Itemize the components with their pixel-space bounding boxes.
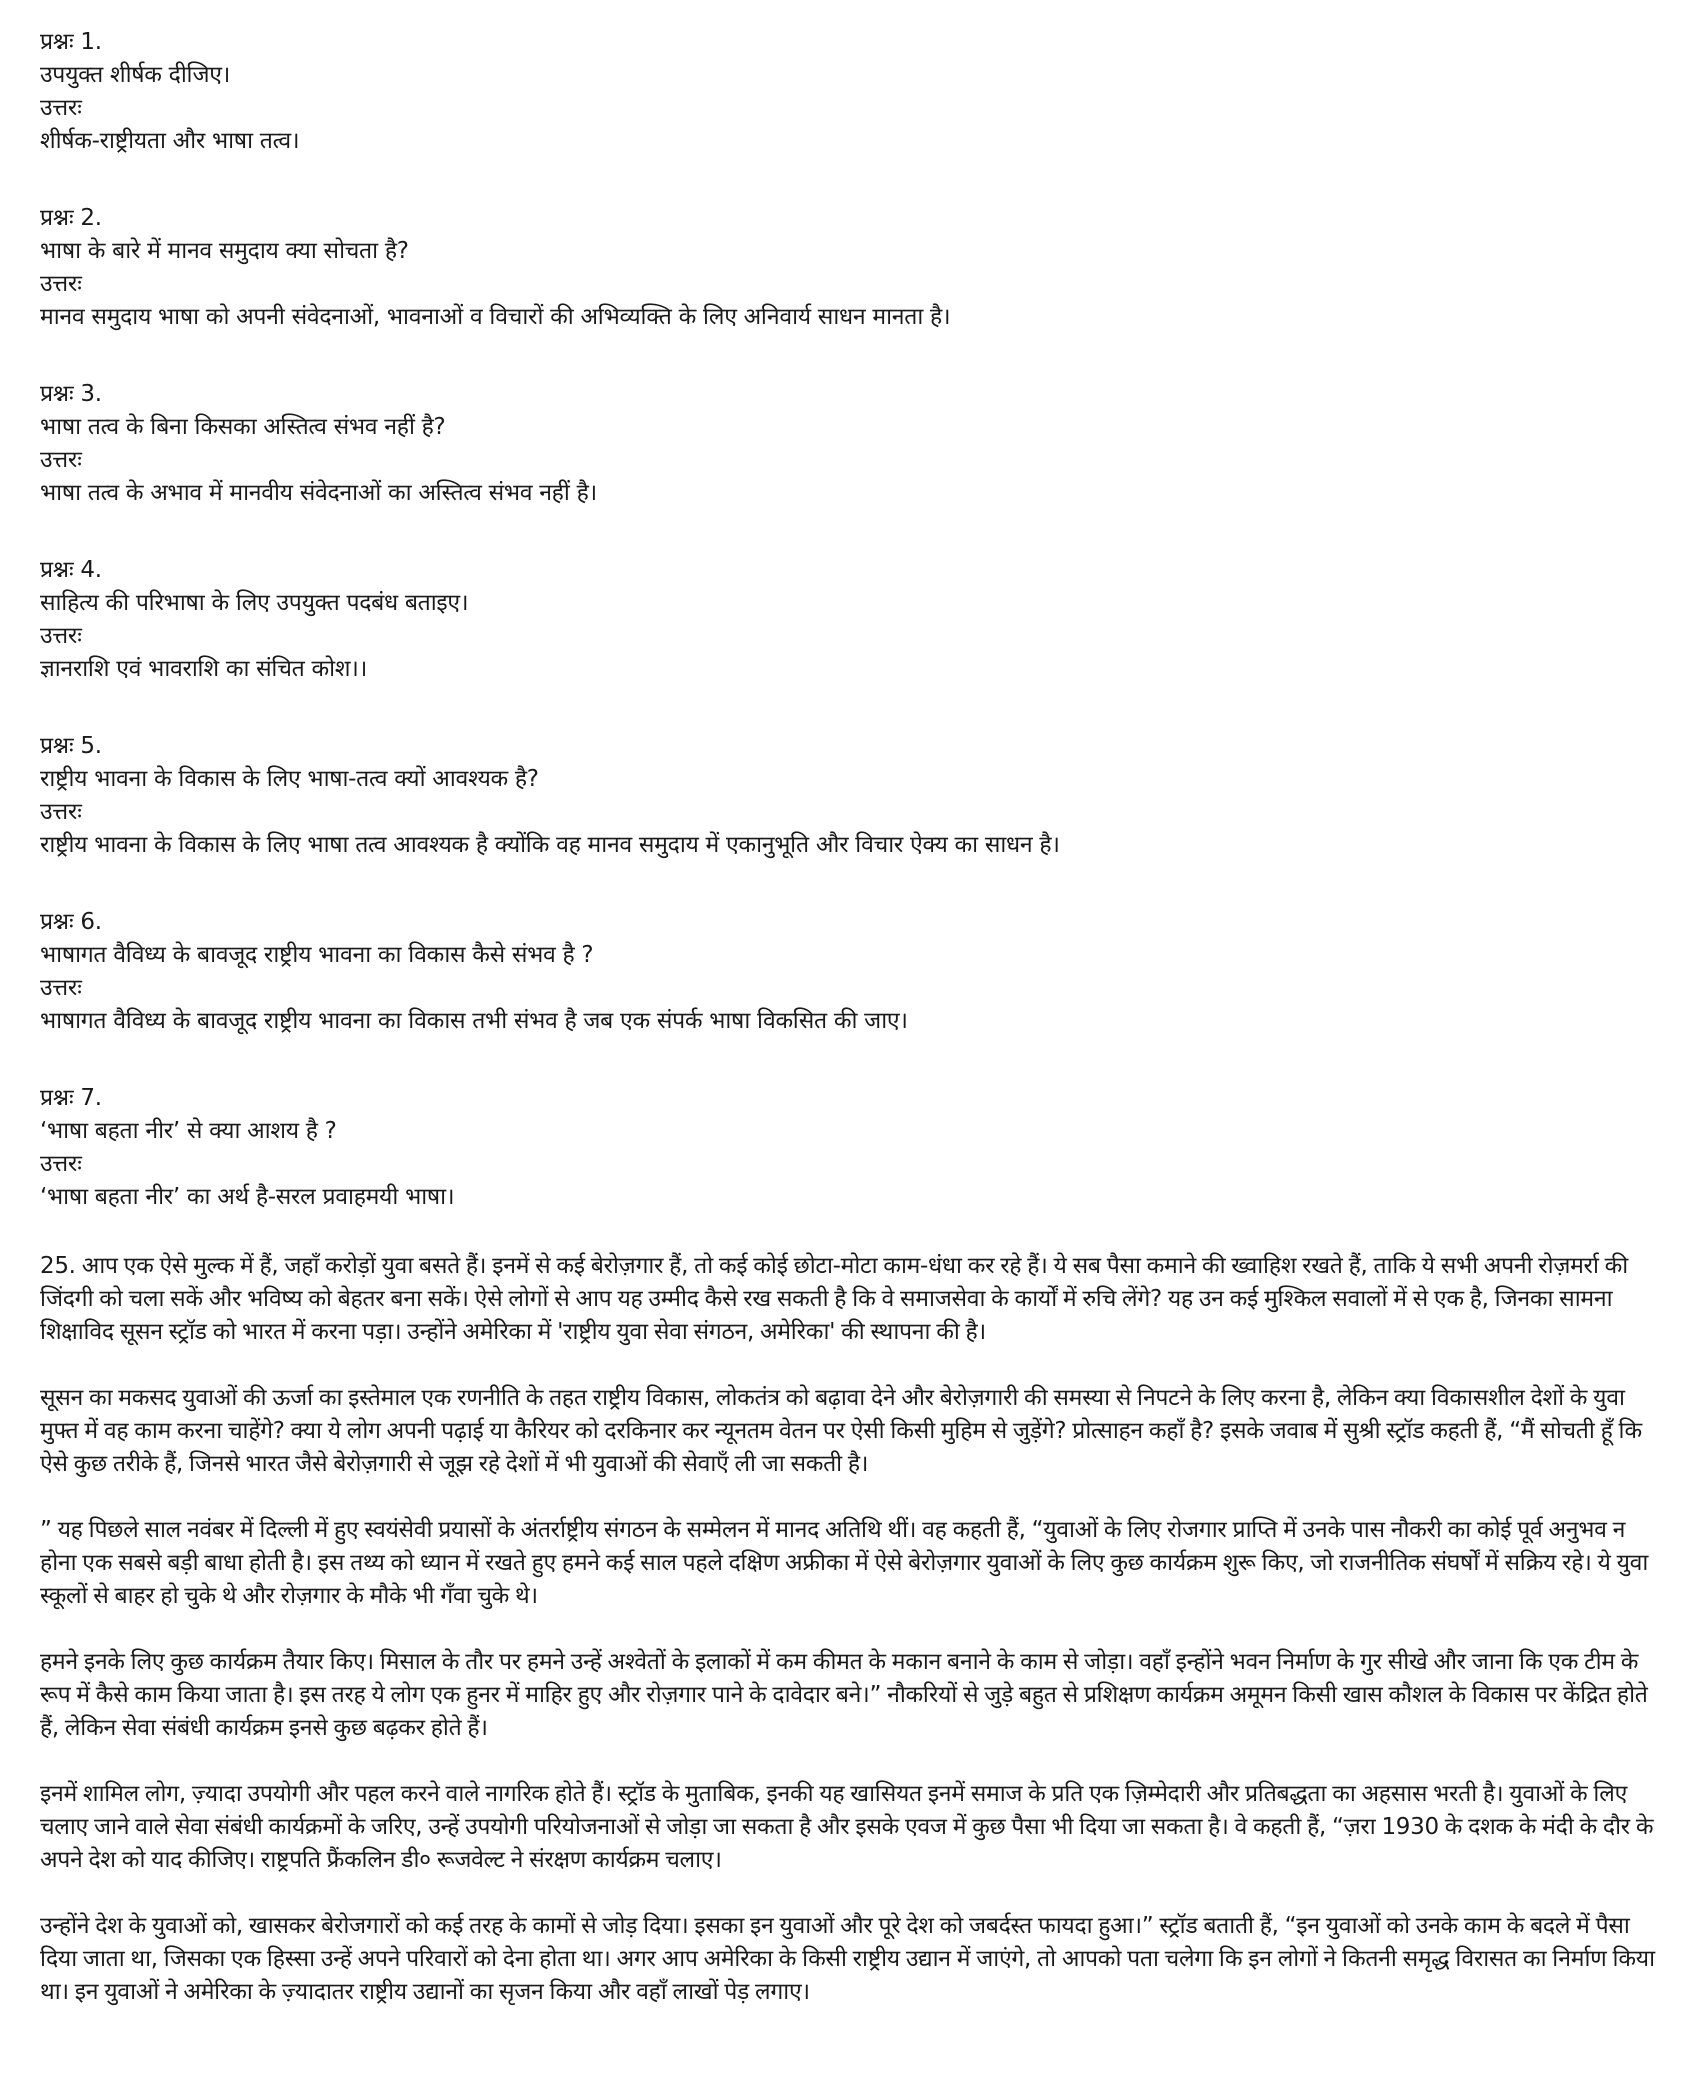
question-label: प्रश्नः 1.	[40, 29, 102, 55]
answer-text: राष्ट्रीय भावना के विकास के लिए भाषा तत्व आवश्यक है क्योंकि वह मानव समुदाय में एकानुभूति और विचार ऐक्य का साधन है।	[40, 832, 1060, 858]
question-label: प्रश्नः 4.	[40, 557, 102, 583]
answer-text: मानव समुदाय भाषा को अपनी संवेदनाओं, भावनाओं व विचारों की अभिव्यक्ति के लिए अनिवार्य साधन मानता है।	[40, 304, 951, 330]
question-text: भाषा के बारे में मानव समुदाय क्या सोचता है?	[40, 238, 409, 264]
qa-block-6	[40, 906, 1660, 1038]
question-text: साहित्य की परिभाषा के लिए उपयुक्त पदबंध बताइए।	[40, 590, 469, 616]
answer-text: शीर्षक-राष्ट्रीयता और भाषा तत्व।	[40, 128, 300, 154]
passage-paragraph: ” यह पिछले साल नवंबर में दिल्ली में हुए स्वयंसेवी प्रयासों के अंतर्राष्ट्रीय संगठन के सम्मेलन में मानद अतिथि थीं। वह कहती हैं, “युवाओं के लिए रोजगार प्राप्ति में उनके पास नौकरी का कोई पूर्व अनुभव न होना एक सबसे बड़ी बाधा होती है। इस तथ्य को ध्यान में रखते हुए हमने कई साल पहले दक्षिण अफ्रीका में ऐसे बेरोज़गार युवाओं के लिए कुछ कार्यक्रम शुरू किए, जो राजनीतिक संघर्षों में सक्रिय रहे। ये युवा स्कूलों से बाहर हो चुके थे और रोज़गार के मौके भी गँवा चुके थे।	[40, 1517, 1649, 1609]
qa-block-4	[40, 554, 1660, 686]
question-label: प्रश्नः 3.	[40, 381, 102, 407]
passage-paragraph: उन्होंने देश के युवाओं को, खासकर बेरोजगारों को कई तरह के कामों से जोड़ दिया। इसका इन युवाओं और पूरे देश को जबर्दस्त फायदा हुआ।” स्ट्रॉड बताती हैं, “इन युवाओं को उनके काम के बदले में पैसा दिया जाता था, जिसका एक हिस्सा उन्हें अपने परिवारों को देना होता था। अगर आप अमेरिका के किसी राष्ट्रीय उद्यान में जाएंगे, तो आपको पता चलेगा कि इन लोगों ने कितनी समृद्ध विरासत का निर्माण किया था। इन युवाओं ने अमेरिका के ज़्यादातर राष्ट्रीय उद्यानों का सृजन किया और वहाँ लाखों पेड़ लगाए।	[40, 1913, 1655, 2005]
answer-text: ‘भाषा बहता नीर’ का अर्थ है-सरल प्रवाहमयी भाषा।	[40, 1184, 455, 1210]
qa-block-5	[40, 730, 1660, 862]
passage-paragraph: 25. आप एक ऐसे मुल्क में हैं, जहाँ करोड़ों युवा बसते हैं। इनमें से कई बेरोज़गार हैं, तो कई कोई छोटा-मोटा काम-धंधा कर रहे हैं। ये सब पैसा कमाने की ख्वाहिश रखते हैं, ताकि ये सभी अपनी रोज़मर्रा की जिंदगी को चला सकें और भविष्य को बेहतर बना सकें। ऐसे लोगों से आप यह उम्मीद कैसे रख सकती है कि वे समाजसेवा के कार्यों में रुचि लेंगे? यह उन कई मुश्किल सवालों में से एक है, जिनका सामना शिक्षाविद सूसन स्ट्रॉड को भारत में करना पड़ा। उन्होंने अमेरिका में 'राष्ट्रीय युवा सेवा संगठन, अमेरिका' की स्थापना की है।	[40, 1253, 1628, 1345]
answer-text: भाषा तत्व के अभाव में मानवीय संवेदनाओं का अस्तित्व संभव नहीं है।	[40, 480, 597, 506]
qa-block-7	[40, 1082, 1660, 1214]
qa-block-2	[40, 202, 1660, 334]
answer-label: उत्तरः	[40, 447, 82, 473]
question-label: प्रश्नः 2.	[40, 205, 102, 231]
answer-label: उत्तरः	[40, 95, 82, 121]
question-text: उपयुक्त शीर्षक दीजिए।	[40, 62, 231, 88]
answer-label: उत्तरः	[40, 975, 82, 1001]
answer-label: उत्तरः	[40, 271, 82, 297]
question-label: प्रश्नः 6.	[40, 909, 102, 935]
question-label: प्रश्नः 7.	[40, 1085, 102, 1111]
answer-text: भाषागत वैविध्य के बावजूद राष्ट्रीय भावना का विकास तभी संभव है जब एक संपर्क भाषा विकसित की जाए।	[40, 1008, 908, 1034]
question-text: राष्ट्रीय भावना के विकास के लिए भाषा-तत्व क्यों आवश्यक है?	[40, 766, 539, 792]
passage-paragraph: इनमें शामिल लोग, ज़्यादा उपयोगी और पहल करने वाले नागरिक होते हैं। स्ट्रॉड के मुताबिक, इनकी यह खासियत इनमें समाज के प्रति एक ज़िम्मेदारी और प्रतिबद्धता का अहसास भरती है। युवाओं के लिए चलाए जाने वाले सेवा संबंधी कार्यक्रमों के जरिए, उन्हें उपयोगी परियोजनाओं से जोड़ा जा सकता है और इसके एवज में कुछ पैसा भी दिया जा सकता है। वे कहती हैं, “ज़रा 1930 के दशक के मंदी के दौर के अपने देश को याद कीजिए। राष्ट्रपति फ्रैंकलिन डी० रूजवेल्ट ने संरक्षण कार्यक्रम चलाए।	[40, 1781, 1654, 1873]
question-text: ‘भाषा बहता नीर’ से क्या आशय है ?	[40, 1118, 337, 1144]
answer-label: उत्तरः	[40, 799, 82, 825]
passage	[40, 1250, 1660, 2009]
question-text: भाषागत वैविध्य के बावजूद राष्ट्रीय भावना का विकास कैसे संभव है ?	[40, 942, 594, 968]
passage-paragraph: हमने इनके लिए कुछ कार्यक्रम तैयार किए। मिसाल के तौर पर हमने उन्हें अश्वेतों के इलाकों में कम कीमत के मकान बनाने के काम से जोड़ा। वहाँ इन्होंने भवन निर्माण के गुर सीखे और जाना कि एक टीम के रूप में कैसे काम किया जाता है। इस तरह ये लोग एक हुनर में माहिर हुए और रोज़गार पाने के दावेदार बने।” नौकरियों से जुड़े बहुत से प्रशिक्षण कार्यक्रम अमूमन किसी खास कौशल के विकास पर केंद्रित होते हैं, लेकिन सेवा संबंधी कार्यक्रम इनसे कुछ बढ़कर होते हैं।	[40, 1649, 1648, 1741]
passage-paragraph: सूसन का मकसद युवाओं की ऊर्जा का इस्तेमाल एक रणनीति के तहत राष्ट्रीय विकास, लोकतंत्र को बढ़ावा देने और बेरोज़गारी की समस्या से निपटने के लिए करना है, लेकिन क्या विकासशील देशों के युवा मुफ्त में वह काम करना चाहेंगे? क्या ये लोग अपनी पढ़ाई या कैरियर को दरकिनार कर न्यूनतम वेतन पर ऐसी किसी मुहिम से जुड़ेंगे? प्रोत्साहन कहाँ है? इसके जवाब में सुश्री स्ट्रॉड कहती हैं, “मैं सोचती हूँ कि ऐसे कुछ तरीके हैं, जिनसे भारत जैसे बेरोज़गारी से जूझ रहे देशों में भी युवाओं की सेवाएँ ली जा सकती है।	[40, 1385, 1642, 1477]
answer-text: ज्ञानराशि एवं भावराशि का संचित कोश।।	[40, 656, 367, 682]
answer-label: उत्तरः	[40, 623, 82, 649]
qa-block-1	[40, 26, 1660, 158]
answer-label: उत्तरः	[40, 1151, 82, 1177]
qa-block-3	[40, 378, 1660, 510]
question-text: भाषा तत्व के बिना किसका अस्तित्व संभव नहीं है?	[40, 414, 446, 440]
question-label: प्रश्नः 5.	[40, 733, 102, 759]
